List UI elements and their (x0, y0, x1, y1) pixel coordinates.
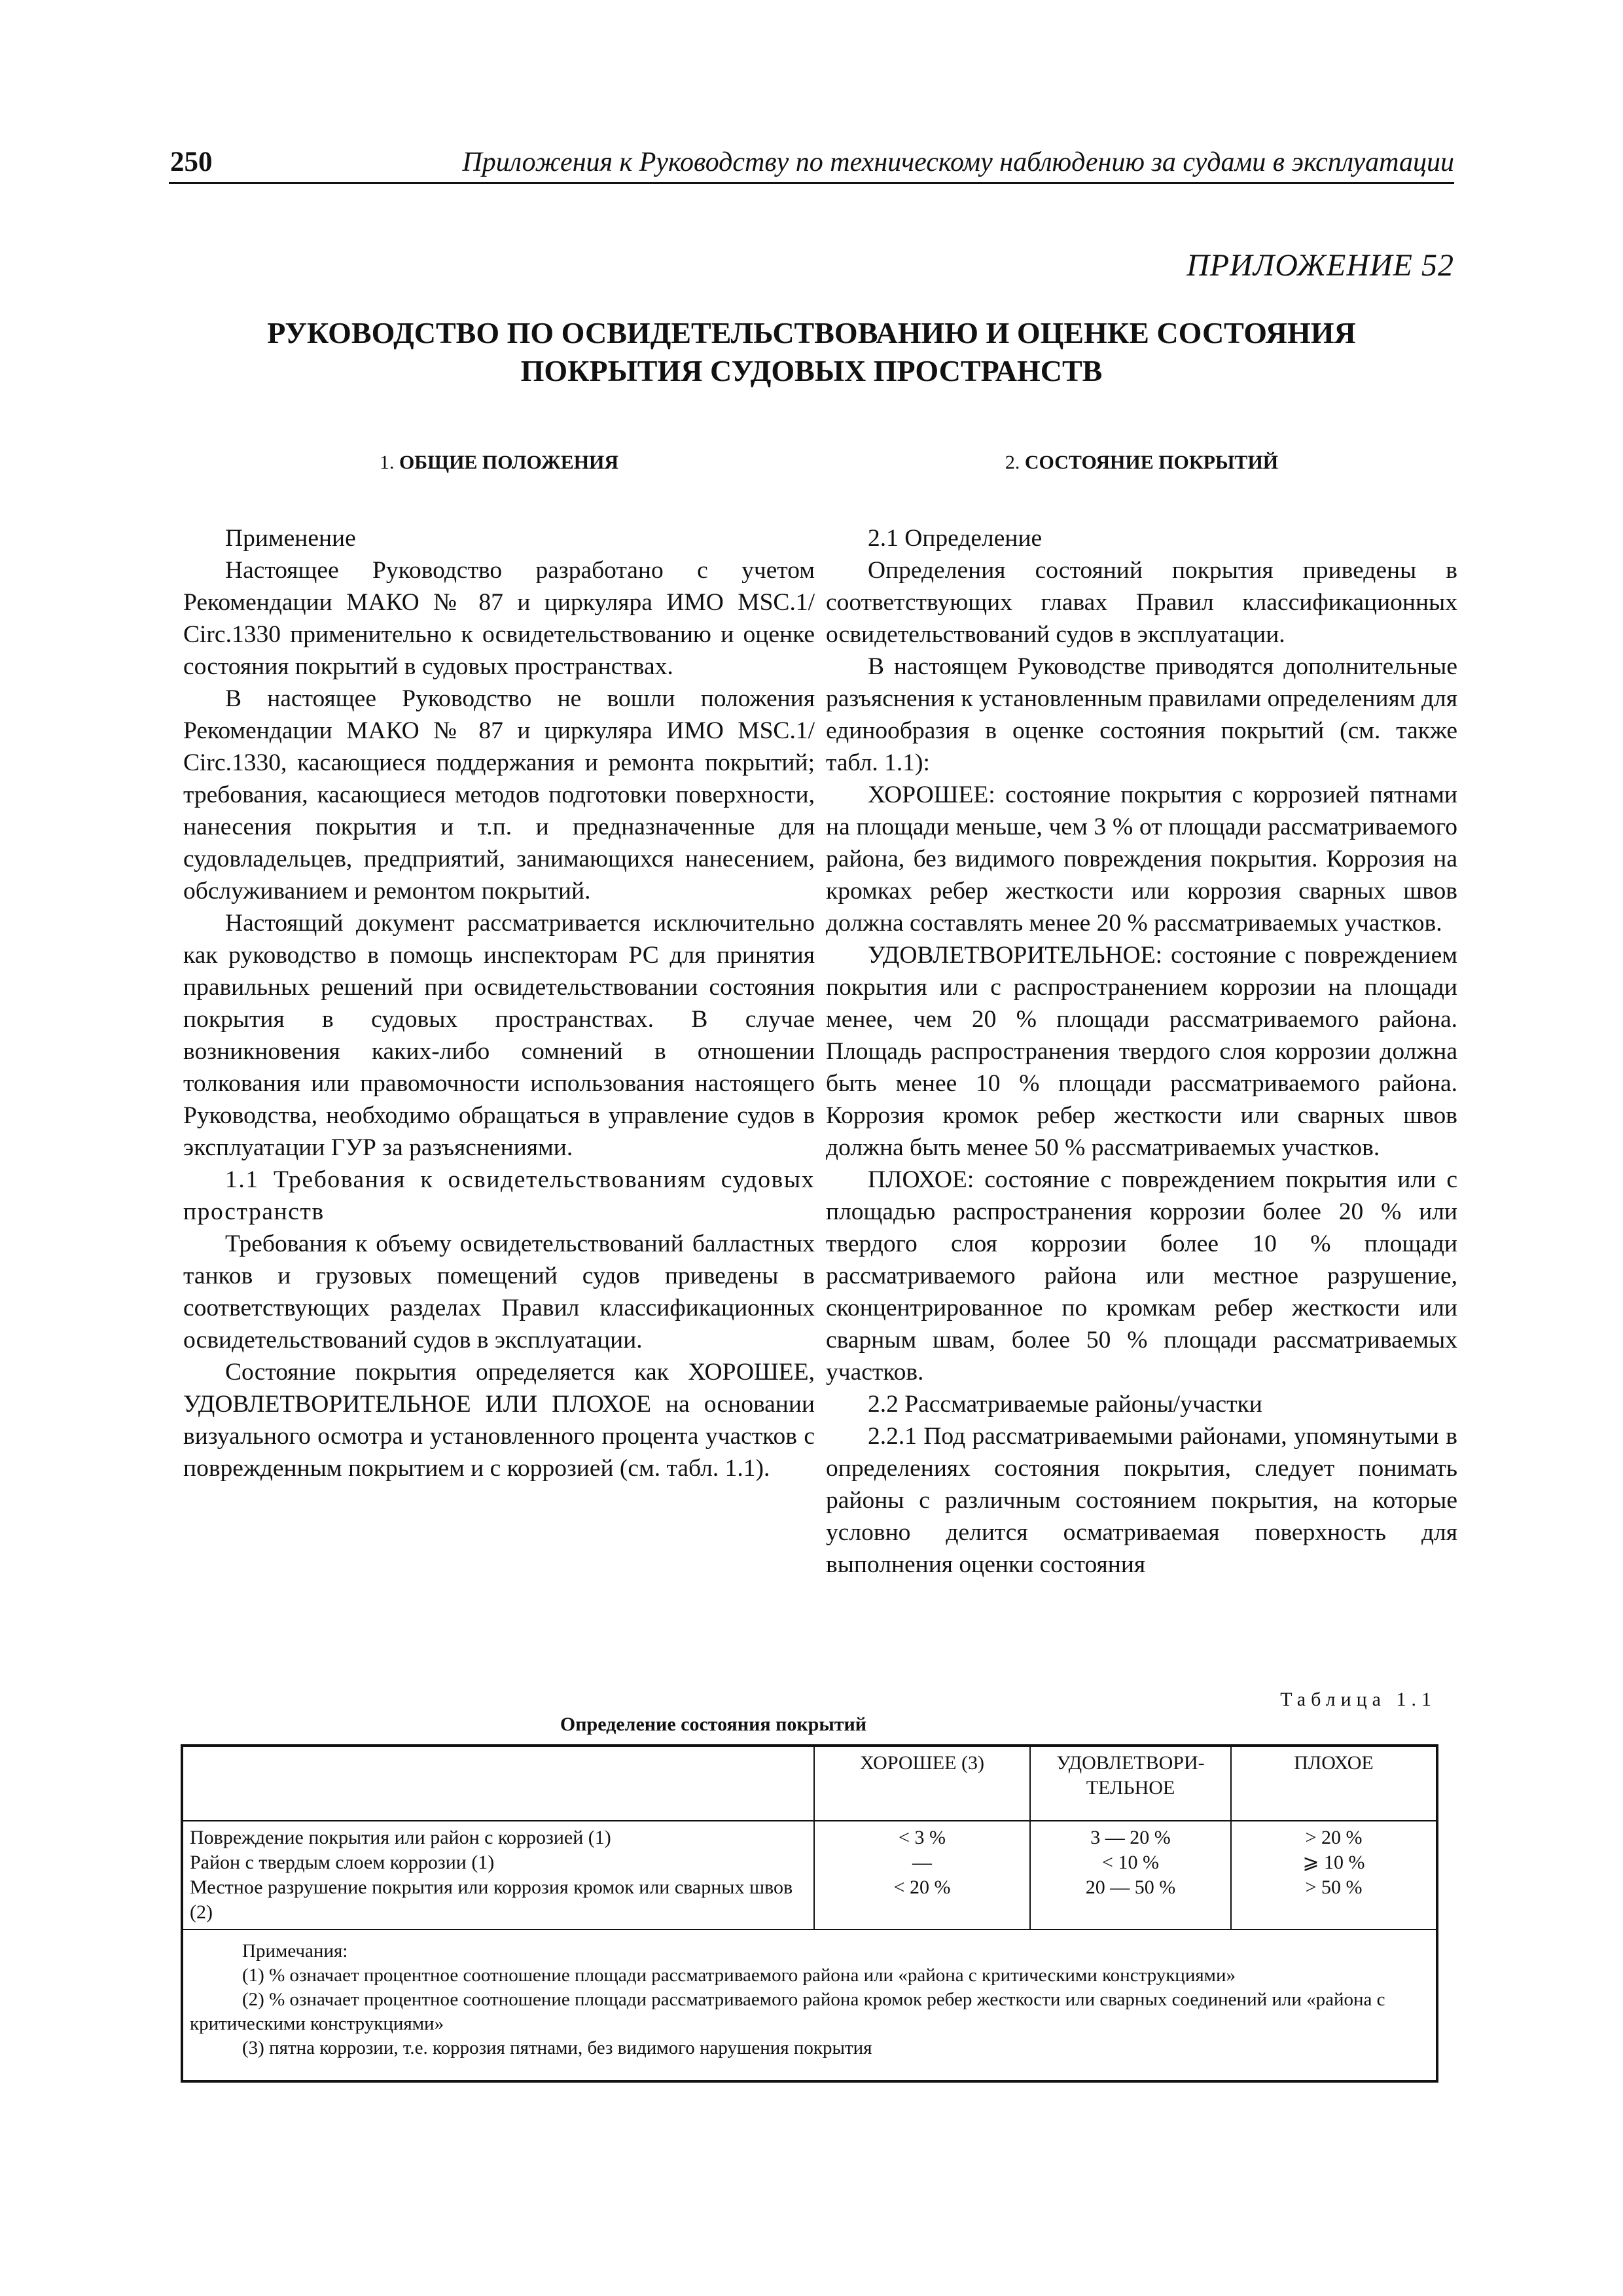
paragraph-poor: ПЛОХОЕ: состояние с повреждением покрытия или с площадью распространения коррозии более 20 % или твердого слоя коррозии более 10 % площади рассматриваемого района или местное разрушение, сконцентрированное по кромкам ребер жесткости или сварным швам, более 50 % площади рассматриваемых участков. (826, 1166, 1457, 1386)
table-title: Определение состояния покрытий (560, 1713, 867, 1735)
table-number-label: Таблица 1.1 (1280, 1689, 1436, 1710)
document-title (169, 314, 1454, 390)
table-cell-criteria (182, 1821, 814, 1929)
section-heading-coating-condition (826, 452, 1457, 475)
subheading-areas: 2.2 Рассматриваемые районы/участки (868, 1391, 1262, 1418)
value: > 50 % (1305, 1876, 1363, 1898)
table-cell-good (814, 1821, 1030, 1929)
section-title: ОБЩИЕ ПОЛОЖЕНИЯ (399, 452, 619, 473)
value: ⩾ 10 % (1302, 1852, 1365, 1873)
paragraph: Настоящее Руководство разработано с учетом Рекомендации МАКО № 87 и циркуляра ИМО MSC.1/ Circ.1330 применительно к освидетельствованию и оценке состояния покрытий в судовых пространствах. (183, 557, 815, 680)
criteria-line: Район с твердым слоем коррозии (1) (190, 1852, 495, 1873)
section-number: 1. (379, 452, 395, 473)
table-header-cell: УДОВЛЕТВОРИ-ТЕЛЬНОЕ (1030, 1746, 1231, 1821)
paragraph: Требования к объему освидетельствований балластных танков и грузовых помещений судов приведены в соответствующих разделах Правил классификационных освидетельствований судов в эксплуатации. (183, 1230, 815, 1354)
criteria-line: Повреждение покрытия или район с коррозией (1) (190, 1827, 611, 1848)
table-header-cell: ХОРОШЕЕ (3) (814, 1746, 1030, 1821)
paragraph: Определения состояний покрытия приведены в соответствующих главах Правил классификационных освидетельствований судов в эксплуатации. (826, 557, 1457, 648)
running-header-title: Приложения к Руководству по техническому наблюдению за судами в эксплуатации (462, 147, 1454, 177)
criteria-line: Местное разрушение покрытия или коррозия кромок или сварных швов (2) (190, 1876, 793, 1923)
paragraph: Настоящий документ рассматривается исключительно как руководство в помощь инспекторам РС для принятия правильных решений при освидетельствовании состояния покрытия в судовых пространствах. В случае возникновения каких-либо сомнений в отношении толкования или правомочности использования настоящего Руководства, необходимо обращаться в управление судов в эксплуатации ГУР за разъяснениями. (183, 910, 815, 1161)
paragraph: 2.2.1 Под рассматриваемыми районами, упомянутыми в определениях состояния покрытия, следует понимать районы с различным состоянием покрытия, на которые условно делится осматриваемая поверхность для выполнения оценки состояния (826, 1423, 1457, 1578)
table-header-row (182, 1746, 1437, 1821)
table-cell-poor (1231, 1821, 1437, 1929)
table-header-cell (182, 1746, 814, 1821)
value: 3 — 20 % (1090, 1827, 1171, 1848)
note: (2) % означает процентное соотношение площади рассматриваемого района кромок ребер жесткости или сварных соединений или «района с критическими конструкциями» (190, 1989, 1385, 2034)
value: 20 — 50 % (1085, 1876, 1176, 1898)
value: < 3 % (899, 1827, 946, 1848)
table-row (182, 1821, 1437, 1929)
note: (3) пятна коррозии, т.е. коррозия пятнами, без видимого нарушения покрытия (242, 2037, 872, 2058)
section-heading-general (183, 452, 815, 475)
paragraph: В настоящее Руководство не вошли положения Рекомендации МАКО № 87 и циркуляра ИМО MSC.1/ Circ.1330, касающиеся поддержания и ремонта покрытий; требования, касающиеся методов подготовки поверхности, нанесения покрытия и т.п. и предназначенные для судовладельцев, предприятий, занимающихся нанесением, обслуживанием и ремонтом покрытий. (183, 685, 815, 905)
subheading-survey-requirements: 1.1 Требования к освидетельствованиям судовых пространств (183, 1166, 815, 1225)
table-cell-fair (1030, 1821, 1231, 1929)
subheading-application: Применение (225, 525, 356, 552)
value: — (912, 1852, 932, 1873)
value: < 10 % (1102, 1852, 1159, 1873)
page-number: 250 (170, 147, 213, 177)
table-notes (182, 1929, 1437, 2081)
notes-heading: Примечания: (242, 1941, 348, 1962)
running-header (169, 145, 1454, 184)
subheading-definition: 2.1 Определение (868, 525, 1043, 552)
paragraph: В настоящем Руководстве приводятся дополнительные разъяснения к установленным правилами определениям для единообразия в оценке состояния покрытий (см. также табл. 1.1): (826, 653, 1457, 776)
value: < 20 % (893, 1876, 951, 1898)
note: (1) % означает процентное соотношение площади рассматриваемого района или «района с критическими конструкциями» (242, 1965, 1236, 1986)
value: > 20 % (1305, 1827, 1363, 1848)
appendix-label: ПРИЛОЖЕНИЕ 52 (1186, 248, 1454, 283)
document-title-line-2: ПОКРЫТИЯ СУДОВЫХ ПРОСТРАНСТВ (520, 354, 1103, 387)
coating-condition-table (181, 1744, 1438, 2083)
section-number: 2. (1005, 452, 1020, 473)
paragraph-good: ХОРОШЕЕ: состояние покрытия с коррозией пятнами на площади меньше, чем 3 % от площади рассматриваемого района, без видимого повреждения покрытия. Коррозия на кромках ребер жесткости или коррозия сварных швов должна составлять менее 20 % рассматриваемых участков. (826, 781, 1457, 937)
paragraph-fair: УДОВЛЕТВОРИТЕЛЬНОЕ: состояние с повреждением покрытия или с распространением коррозии на площади менее, чем 20 % площади рассматриваемого района. Площадь распространения твердого слоя коррозии должна быть менее 10 % площади рассматриваемого района. Коррозия кромок ребер жесткости или сварных швов должна быть менее 50 % рассматриваемых участков. (826, 942, 1457, 1161)
section-title: СОСТОЯНИЕ ПОКРЫТИЙ (1024, 452, 1279, 473)
table-header-cell: ПЛОХОЕ (1231, 1746, 1437, 1821)
document-title-line-1: РУКОВОДСТВО ПО ОСВИДЕТЕЛЬСТВОВАНИЮ И ОЦЕНКЕ СОСТОЯНИЯ (267, 316, 1356, 350)
right-column (826, 452, 1457, 1581)
right-column-text (826, 522, 1457, 1581)
table-notes-row (182, 1929, 1437, 2081)
left-column-text (183, 522, 815, 1484)
paragraph: Состояние покрытия определяется как ХОРОШЕЕ, УДОВЛЕТВОРИТЕЛЬНОЕ ИЛИ ПЛОХОЕ на основании визуального осмотра и установленного процента участков с поврежденным покрытием и с коррозией (см. табл. 1.1). (183, 1359, 815, 1482)
left-column (183, 452, 815, 1484)
